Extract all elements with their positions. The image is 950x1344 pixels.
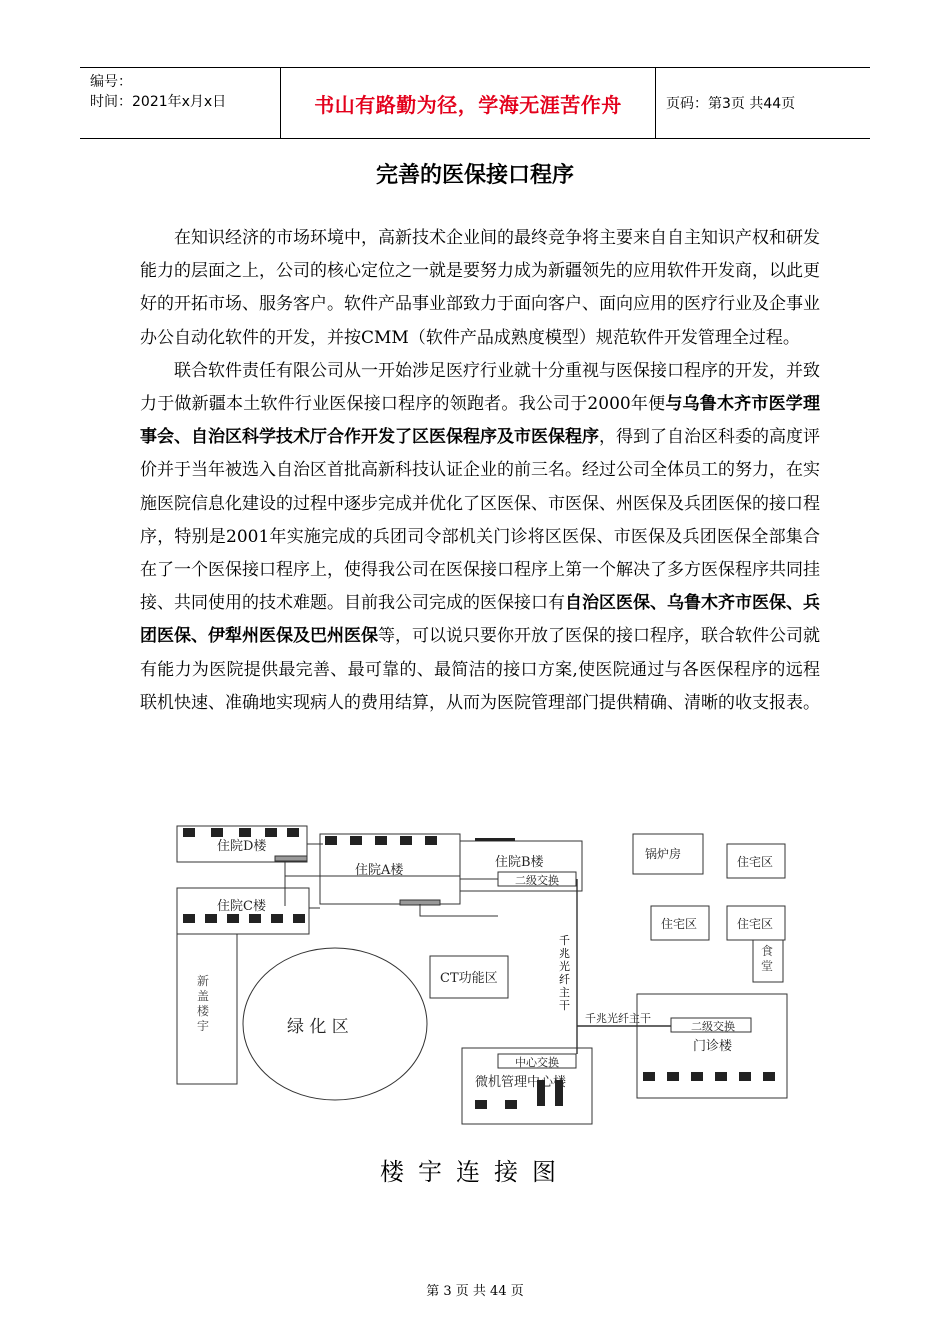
paragraph-2-text-c: 等，可以说只要你开放了医保的接口程序，联合软件公司就有能力为医院提供最完善、最可靠的、最简洁的接口方案,使医院通过与各医保程序的远程联机快速、准确地实现病人的费用结算，从而为医院管理部门提供精确、清晰的收支报表。: [140, 626, 820, 713]
document-body: [140, 222, 820, 720]
header-time: 时间：2021年x月x日: [90, 94, 227, 110]
page-footer: 第 3 页 共 44 页: [426, 1284, 524, 1299]
label-fiber-vertical: 千兆光纤主干: [559, 934, 570, 1012]
paragraph-2-bold-b: 自治区医保、乌鲁木齐市医保、兵团医保、伊犁州医保及巴州医保: [140, 593, 820, 647]
header-motto: 书山有路勤为径，学海无涯苦作舟: [280, 68, 656, 138]
label-residential-3: 住宅区: [737, 917, 774, 931]
paragraph-2-bold-a: 与乌鲁木齐市医学理事会、自治区科学技术厅合作开发了区医保程序及市医保程序: [140, 394, 821, 448]
label-switch-b: 二级交换: [515, 874, 559, 887]
label-building-d: 住院D楼: [217, 839, 267, 854]
label-building-a: 住院A楼: [355, 863, 404, 878]
header-page-number: 页码：第3页 共44页: [666, 96, 796, 112]
paragraph-1: 在知识经济的市场环境中，高新技术企业间的最终竞争将主要来自自主知识产权和研发能力的层面之上，公司的核心定位之一就是要努力成为新疆领先的应用软件开发商，以此更好的开拓市场、服务客户。软件产品事业部致力于面向客户、面向应用的医疗行业及企事业办公自动化软件的开发，并按CMM（软件产品成熟度模型）规范软件开发管理全过程。: [140, 228, 820, 348]
label-switch-clinic: 二级交换: [691, 1020, 735, 1033]
paragraph-2-text-a: 联合软件责任有限公司从一开始涉足医疗行业就十分重视与医保接口程序的开发，并致力于做新疆本土软件行业医保接口程序的领跑者。我公司于2000年便: [140, 360, 820, 415]
header-meta: [80, 68, 280, 138]
page-header: [80, 67, 870, 139]
document-title: 完善的医保接口程序: [375, 163, 574, 188]
label-canteen: 食堂: [761, 944, 774, 973]
label-new-building: 新盖楼宇: [197, 974, 210, 1033]
label-green-area: 绿 化 区: [287, 1017, 349, 1037]
paragraph-2-text-b: ，得到了自治区科委的高度评价并于当年被选入自治区首批高新科技认证企业的前三名。经过公司全体员工的努力，在实施医院信息化建设的过程中逐步完成并优化了区医保、市医保、州医保及兵团医保的接口程序，特别是2001年实施完成的兵团司令部机关门诊将区医保、市医保及兵团医保全部集合在了一个医保接口程序上，使得我公司在医保接口程序上第一个解决了多方医保程序共同挂接、共同使用的技术难题。目前我公司完成的医保接口有: [140, 427, 820, 614]
label-boiler: 锅炉房: [645, 847, 682, 861]
label-fiber-horizontal: 千兆光纤主干: [585, 1012, 651, 1025]
header-number: 编号：: [90, 74, 132, 90]
label-building-b: 住院B楼: [495, 855, 544, 870]
label-building-c: 住院C楼: [217, 899, 266, 914]
switch-device: [275, 856, 307, 861]
label-center: 微机管理中心楼: [475, 1075, 567, 1090]
label-residential-1: 住宅区: [737, 855, 774, 869]
label-center-switch: 中心交换: [515, 1056, 559, 1069]
diagram-caption: 楼宇连接图: [380, 1158, 570, 1186]
paragraph-2: [140, 355, 820, 720]
building-connection-diagram: [175, 816, 795, 1136]
lan-lines: [285, 844, 498, 916]
label-clinic: 门诊楼: [693, 1039, 733, 1054]
label-residential-2: 住宅区: [661, 917, 698, 931]
label-ct: CT功能区: [440, 971, 498, 986]
